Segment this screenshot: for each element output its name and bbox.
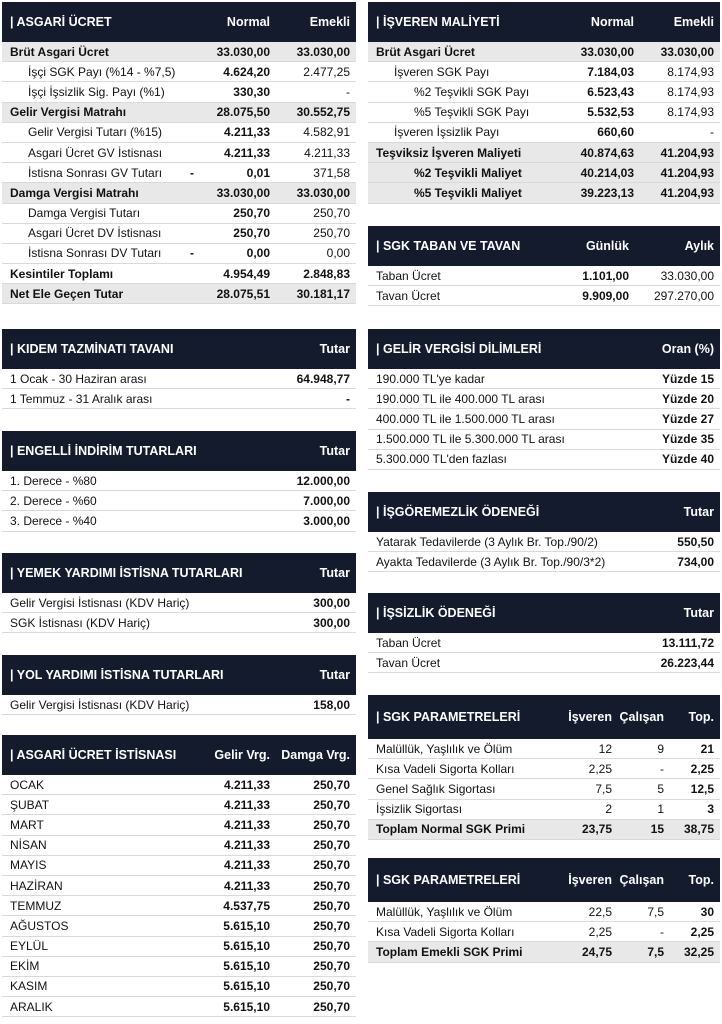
- row-label: Genel Sağlık Sigortası: [376, 781, 496, 796]
- column-header: Top.: [688, 873, 714, 887]
- row-value: 8.174,93: [667, 84, 714, 99]
- column-header: Emekli: [673, 15, 714, 29]
- table-row: [368, 552, 720, 572]
- row-value: 250,70: [233, 226, 270, 241]
- sgk-parametreleri-emekli-table: [368, 858, 720, 963]
- row-label: Net Ele Geçen Tutar: [10, 286, 124, 301]
- column-header: Damga Vrg.: [281, 748, 350, 762]
- row-value: 250,70: [313, 206, 350, 221]
- column-header: Normal: [226, 15, 270, 29]
- row-value: 33.030,00: [660, 44, 714, 59]
- row-value: 40.214,03: [580, 165, 634, 180]
- row-value: 9.909,00: [582, 288, 629, 303]
- row-value: 250,70: [313, 939, 350, 954]
- row-value: 9: [657, 741, 664, 756]
- row-value: 22,5: [588, 904, 612, 919]
- column-header: Oran (%): [661, 342, 714, 356]
- row-value: 2,25: [690, 761, 714, 776]
- row-label: Gelir Vergisi İstisnası (KDV Hariç): [10, 697, 190, 712]
- row-value: 5.615,10: [223, 959, 270, 974]
- row-value: Yüzde 20: [661, 391, 714, 406]
- table-row: [368, 103, 720, 123]
- row-value: 12.000,00: [296, 473, 350, 488]
- row-value: 2,25: [588, 761, 612, 776]
- table-row: [2, 775, 356, 795]
- row-label: 1 Temmuz - 31 Aralık arası: [10, 391, 153, 406]
- table-row: [2, 143, 356, 163]
- row-value: 24,75: [581, 944, 612, 959]
- row-label: Tavan Ücret: [376, 288, 441, 303]
- table-row: [368, 183, 720, 203]
- table-row: [368, 123, 720, 143]
- row-value: 1.101,00: [582, 268, 629, 283]
- yemek-header: [2, 553, 356, 593]
- table-row: [2, 163, 356, 183]
- table-row: [2, 389, 356, 409]
- table-row: [2, 815, 356, 835]
- section-title: | GELİR VERGİSİ DİLİMLERİ: [376, 342, 542, 356]
- row-value: 250,70: [313, 898, 350, 913]
- sgk-param2-header: [368, 858, 720, 902]
- table-row: [2, 224, 356, 244]
- row-value: 250,70: [313, 838, 350, 853]
- row-label: Taban Ücret: [376, 635, 441, 650]
- row-label: Damga Vergisi Matrahı: [10, 185, 139, 200]
- row-label: Tavan Ücret: [376, 655, 441, 670]
- table-row: [2, 896, 356, 916]
- table-row: [368, 430, 720, 450]
- isgoremezlik-header: [368, 492, 720, 532]
- column-header: Tutar: [319, 566, 350, 580]
- row-value: 4.624,20: [223, 64, 270, 79]
- column-header: Tutar: [319, 668, 350, 682]
- row-value: 33.030,00: [216, 44, 270, 59]
- table-row: [2, 695, 356, 715]
- table-row: [368, 389, 720, 409]
- row-label: KASIM: [10, 979, 48, 994]
- row-value: 2.477,25: [303, 64, 350, 79]
- row-value: 330,30: [233, 84, 270, 99]
- row-value: Yüzde 15: [661, 371, 714, 386]
- asgari-ucret-table: [2, 2, 356, 304]
- row-value: -: [710, 125, 714, 140]
- row-label: İşçi İşsizlik Sig. Payı (%1): [28, 84, 165, 99]
- row-label: İstisna Sonrası DV Tutarı: [28, 246, 162, 261]
- row-value: 4.211,33: [223, 838, 270, 853]
- section-title: | SGK PARAMETRELERİ: [376, 873, 521, 887]
- row-value: Yüzde 27: [661, 411, 714, 426]
- table-row: [368, 922, 720, 942]
- row-value: 6.523,43: [587, 84, 634, 99]
- section-title: | KIDEM TAZMİNATI TAVANI: [10, 342, 174, 356]
- section-title: | İŞGÖREMEZLİK ÖDENEĞİ: [376, 505, 540, 519]
- section-title: | ASGARİ ÜCRET: [10, 15, 112, 29]
- table-row: [2, 491, 356, 511]
- sgk-taban-header: [368, 226, 720, 266]
- table-row: [368, 800, 720, 820]
- row-value: 26.223,44: [660, 655, 714, 670]
- row-value: 2,25: [588, 924, 612, 939]
- asgari-header: [2, 2, 356, 42]
- row-label: Yatarak Tedavilerde (3 Aylık Br. Top./90/2): [376, 534, 598, 549]
- column-header: Emekli: [309, 15, 350, 29]
- row-value: 30.181,17: [296, 286, 350, 301]
- row-value: 300,00: [313, 595, 350, 610]
- row-value: 250,70: [313, 918, 350, 933]
- table-row: [368, 143, 720, 163]
- table-row: [368, 739, 720, 759]
- table-row: [2, 856, 356, 876]
- table-row: [2, 937, 356, 957]
- table-row: [2, 103, 356, 123]
- row-value: 5: [657, 781, 664, 796]
- row-value: -: [346, 391, 350, 406]
- sgk-param1-header: [368, 695, 720, 739]
- row-value: 300,00: [313, 615, 350, 630]
- kidem-header: [2, 329, 356, 369]
- row-value: 33.030,00: [580, 44, 634, 59]
- row-value: 41.204,93: [660, 145, 714, 160]
- table-row: [2, 977, 356, 997]
- table-row: [368, 759, 720, 779]
- row-value: 41.204,93: [660, 185, 714, 200]
- row-value: 2,25: [690, 924, 714, 939]
- row-value: 64.948,77: [296, 371, 350, 386]
- dash-marker: -: [190, 165, 194, 180]
- row-label: İstisna Sonrası GV Tutarı: [28, 165, 163, 180]
- row-label: Toplam Emekli SGK Primi: [376, 944, 523, 959]
- column-header: Tutar: [683, 606, 714, 620]
- row-label: Malüllük, Yaşlılık ve Ölüm: [376, 904, 513, 919]
- row-label: İşçi SGK Payı (%14 - %7,5): [28, 64, 176, 79]
- row-label: İşveren SGK Payı: [394, 64, 490, 79]
- gelir-vergisi-dilimleri-table: [368, 329, 720, 470]
- column-header: Çalışan: [619, 873, 664, 887]
- section-title: | YOL YARDIMI İSTİSNA TUTARLARI: [10, 668, 224, 682]
- table-row: [368, 266, 720, 286]
- row-value: 23,75: [581, 822, 612, 837]
- row-value: 33.030,00: [216, 185, 270, 200]
- row-label: Asgari Ücret DV İstisnası: [28, 226, 162, 241]
- row-label: Toplam Normal SGK Primi: [376, 822, 526, 837]
- row-value: 13.111,72: [661, 635, 714, 650]
- row-label: İşsizlik Sigortası: [376, 802, 463, 817]
- table-row: [2, 244, 356, 264]
- row-label: 190.000 TL'ye kadar: [376, 371, 485, 386]
- row-value: 250,70: [313, 999, 350, 1014]
- table-row: [2, 997, 356, 1017]
- row-value: 28.075,51: [216, 286, 270, 301]
- table-row: [2, 123, 356, 143]
- row-value: 2: [605, 802, 612, 817]
- row-value: 250,70: [313, 797, 350, 812]
- row-label: 2. Derece - %60: [10, 493, 97, 508]
- table-row: [2, 511, 356, 531]
- row-label: Ayakta Tedavilerde (3 Aylık Br. Top./90/3*2): [376, 554, 606, 569]
- row-label: AĞUSTOS: [10, 918, 69, 933]
- column-header: Tutar: [683, 505, 714, 519]
- row-value: 2.848,83: [303, 266, 350, 281]
- row-value: 250,70: [313, 959, 350, 974]
- row-label: %2 Teşvikli SGK Payı: [414, 84, 530, 99]
- table-row: [2, 916, 356, 936]
- isgoremezlik-odenegi-table: [368, 492, 720, 572]
- row-label: 400.000 TL ile 1.500.000 TL arası: [376, 411, 555, 426]
- table-row: [2, 836, 356, 856]
- column-header: Top.: [688, 710, 714, 724]
- section-title: | İŞSİZLİK ÖDENEĞİ: [376, 606, 496, 620]
- row-value: 8.174,93: [667, 64, 714, 79]
- yemek-yardimi-table: [2, 553, 356, 633]
- row-label: %2 Teşvikli Maliyet: [414, 165, 522, 180]
- row-value: 297.270,00: [653, 288, 714, 303]
- row-label: ARALIK: [10, 999, 53, 1014]
- row-value: 28.075,50: [216, 105, 270, 120]
- dash-marker: -: [190, 246, 194, 261]
- table-row: [368, 286, 720, 306]
- table-row: [368, 450, 720, 470]
- row-value: 250,70: [313, 777, 350, 792]
- row-label: MAYIS: [10, 858, 47, 873]
- row-value: 4.211,33: [223, 777, 270, 792]
- row-label: MART: [10, 817, 44, 832]
- section-title: | ENGELLİ İNDİRİM TUTARLARI: [10, 444, 197, 458]
- row-value: 4.537,75: [223, 898, 270, 913]
- section-title: | ASGARİ ÜCRET İSTİSNASI: [10, 748, 177, 762]
- column-header: Gelir Vrg.: [214, 748, 270, 762]
- table-row: [2, 957, 356, 977]
- row-value: 40.874,63: [580, 145, 634, 160]
- table-row: [2, 471, 356, 491]
- table-row: [368, 653, 720, 673]
- engelli-header: [2, 431, 356, 471]
- table-row: [368, 532, 720, 552]
- table-row: [368, 942, 720, 962]
- engelli-indirim-table: [2, 431, 356, 532]
- row-value: 33.030,00: [660, 268, 714, 283]
- row-value: 3: [707, 802, 714, 817]
- row-value: 12,5: [690, 781, 714, 796]
- row-label: EKİM: [10, 959, 40, 974]
- row-label: OCAK: [10, 777, 45, 792]
- row-label: Malüllük, Yaşlılık ve Ölüm: [376, 741, 513, 756]
- row-label: 1.500.000 TL ile 5.300.000 TL arası: [376, 432, 565, 447]
- row-value: 250,70: [233, 206, 270, 221]
- column-header: Aylık: [684, 239, 714, 253]
- row-value: 7.184,03: [587, 64, 634, 79]
- row-value: 1: [657, 802, 664, 817]
- column-header: Günlük: [585, 239, 629, 253]
- row-value: 3.000,00: [303, 513, 350, 528]
- row-label: Gelir Vergisi Tutarı (%15): [28, 125, 163, 140]
- row-value: 158,00: [313, 697, 350, 712]
- row-value: 0,00: [326, 246, 350, 261]
- table-row: [2, 204, 356, 224]
- row-label: Kısa Vadeli Sigorta Kolları: [376, 924, 515, 939]
- table-row: [368, 82, 720, 102]
- row-value: 4.582,91: [303, 125, 350, 140]
- column-header: Tutar: [319, 342, 350, 356]
- kidem-tazminati-table: [2, 329, 356, 409]
- row-value: 660,60: [597, 125, 634, 140]
- table-row: [368, 62, 720, 82]
- column-header: İşveren: [568, 710, 612, 724]
- row-value: 0,01: [246, 165, 270, 180]
- row-label: ŞUBAT: [10, 797, 50, 812]
- row-value: 30: [700, 904, 714, 919]
- sgk-taban-tavan-table: [368, 226, 720, 306]
- column-header: Normal: [590, 15, 634, 29]
- row-value: 7,5: [595, 781, 612, 796]
- row-value: 5.532,53: [587, 105, 634, 120]
- row-label: İşveren İşsizlik Payı: [394, 125, 500, 140]
- gelir-dilim-header: [368, 329, 720, 369]
- row-label: 5.300.000 TL'den fazlası: [376, 452, 507, 467]
- section-title: | SGK TABAN VE TAVAN: [376, 239, 521, 253]
- row-value: Yüzde 40: [661, 452, 714, 467]
- row-value: 5.615,10: [223, 979, 270, 994]
- row-value: 0,00: [246, 246, 270, 261]
- sgk-parametreleri-normal-table: [368, 695, 720, 840]
- table-row: [2, 795, 356, 815]
- issizlik-odenegi-table: [368, 593, 720, 673]
- column-header: Tutar: [319, 444, 350, 458]
- row-value: 250,70: [313, 226, 350, 241]
- issizlik-header: [368, 593, 720, 633]
- row-value: 33.030,00: [296, 185, 350, 200]
- row-label: Gelir Vergisi İstisnası (KDV Hariç): [10, 595, 190, 610]
- table-row: [368, 779, 720, 799]
- row-value: 32,25: [683, 944, 714, 959]
- row-value: 4.954,49: [223, 266, 270, 281]
- table-row: [2, 62, 356, 82]
- section-title: | İŞVEREN MALİYETİ: [376, 15, 500, 29]
- row-label: Brüt Asgari Ücret: [376, 44, 475, 59]
- row-value: 7,5: [647, 944, 664, 959]
- row-label: Taban Ücret: [376, 268, 441, 283]
- table-row: [2, 369, 356, 389]
- row-value: 4.211,33: [223, 125, 270, 140]
- table-row: [2, 284, 356, 304]
- row-value: 250,70: [313, 817, 350, 832]
- row-label: 190.000 TL ile 400.000 TL arası: [376, 391, 545, 406]
- table-row: [368, 42, 720, 62]
- table-row: [2, 82, 356, 102]
- row-value: 250,70: [313, 979, 350, 994]
- row-value: 4.211,33: [304, 145, 350, 160]
- column-header: İşveren: [568, 873, 612, 887]
- row-value: 734,00: [677, 554, 714, 569]
- yol-header: [2, 655, 356, 695]
- row-value: 7,5: [647, 904, 664, 919]
- row-value: Yüzde 35: [661, 432, 714, 447]
- row-value: -: [660, 924, 664, 939]
- column-header: Çalışan: [619, 710, 664, 724]
- row-label: HAZİRAN: [10, 878, 63, 893]
- row-label: Gelir Vergisi Matrahı: [10, 105, 127, 120]
- section-title: | YEMEK YARDIMI İSTİSNA TUTARLARI: [10, 566, 243, 580]
- row-value: 4.211,33: [223, 797, 270, 812]
- row-value: 30.552,75: [296, 105, 350, 120]
- row-value: 250,70: [313, 878, 350, 893]
- row-label: Kısa Vadeli Sigorta Kolları: [376, 761, 515, 776]
- row-label: Teşviksiz İşveren Maliyeti: [376, 145, 522, 160]
- row-value: 8.174,93: [667, 105, 714, 120]
- row-label: Asgari Ücret GV İstisnası: [28, 145, 163, 160]
- row-value: 250,70: [313, 858, 350, 873]
- row-value: 4.211,33: [223, 145, 270, 160]
- table-row: [2, 593, 356, 613]
- row-label: TEMMUZ: [10, 898, 62, 913]
- row-value: 38,75: [683, 822, 714, 837]
- row-value: 41.204,93: [660, 165, 714, 180]
- table-row: [368, 633, 720, 653]
- row-value: 371,58: [313, 165, 350, 180]
- row-label: 1 Ocak - 30 Haziran arası: [10, 371, 147, 386]
- row-value: -: [660, 761, 664, 776]
- row-label: %5 Teşvikli Maliyet: [414, 185, 522, 200]
- row-value: 5.615,10: [223, 939, 270, 954]
- row-value: 21: [700, 741, 714, 756]
- row-value: 7.000,00: [303, 493, 350, 508]
- table-row: [2, 264, 356, 284]
- row-value: 5.615,10: [223, 918, 270, 933]
- row-value: 33.030,00: [296, 44, 350, 59]
- table-row: [2, 876, 356, 896]
- table-row: [368, 409, 720, 429]
- row-label: Brüt Asgari Ücret: [10, 44, 109, 59]
- row-value: 4.211,33: [223, 858, 270, 873]
- table-row: [2, 613, 356, 633]
- row-label: 1. Derece - %80: [10, 473, 97, 488]
- row-label: NİSAN: [10, 838, 47, 853]
- row-value: 550,50: [677, 534, 714, 549]
- isveren-maliyeti-table: [368, 2, 720, 204]
- row-label: SGK İstisnası (KDV Hariç): [10, 615, 151, 630]
- table-row: [368, 820, 720, 840]
- table-row: [368, 902, 720, 922]
- table-row: [368, 163, 720, 183]
- row-value: 12: [598, 741, 612, 756]
- row-label: Kesintiler Toplamı: [10, 266, 114, 281]
- row-label: Damga Vergisi Tutarı: [28, 206, 141, 221]
- asgari-istisna-header: [2, 735, 356, 775]
- asgari-ucret-istisnasi-table: [2, 735, 356, 1017]
- row-value: -: [346, 84, 350, 99]
- table-row: [2, 42, 356, 62]
- row-value: 15: [650, 822, 664, 837]
- table-row: [2, 183, 356, 203]
- section-title: | SGK PARAMETRELERİ: [376, 710, 521, 724]
- row-value: 4.211,33: [223, 878, 270, 893]
- row-value: 4.211,33: [223, 817, 270, 832]
- row-label: 3. Derece - %40: [10, 513, 97, 528]
- row-label: EYLÜL: [10, 939, 49, 954]
- row-value: 5.615,10: [223, 999, 270, 1014]
- yol-yardimi-table: [2, 655, 356, 715]
- isveren-header: [368, 2, 720, 42]
- row-value: 39.223,13: [580, 185, 634, 200]
- table-row: [368, 369, 720, 389]
- row-label: %5 Teşvikli SGK Payı: [414, 105, 530, 120]
